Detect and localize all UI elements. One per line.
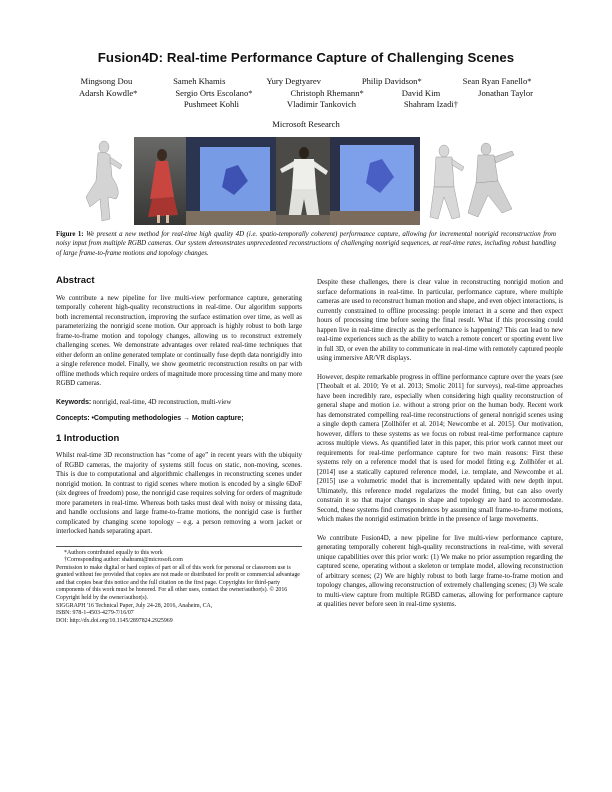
intro-heading: 1 Introduction xyxy=(56,432,120,444)
concepts-label: Concepts: xyxy=(56,415,90,422)
photo-performer-white xyxy=(276,137,330,225)
author: Mingsong Dou xyxy=(80,76,133,86)
doi: DOI: http://dx.doi.org/10.1145/2897824.2925969 xyxy=(56,617,173,624)
author: Christoph Rhemann* xyxy=(290,87,364,98)
keywords xyxy=(56,398,302,408)
paragraph: Despite these challenges, there is clear value in reconstructing nonrigid motion and surface deformations in real-time. In particular, performance capture, where multiple cameras are used to reconstruct human motion and shape, and even object interactions, is currently constrained to offline processing: people interact in a scene and then expect hours of processing time before seeing the final result. What if this processing could happen live in real-time directly as the performance is happening? This can lead to new real-time experiences such as the ability to watch a remote concert or sporting event live in full 3D, or even the ability to communicate in real-time with remotely captured people using immersive AR/VR displays. xyxy=(317,279,563,362)
author: Sergio Orts Escolano* xyxy=(175,87,253,98)
author: Sean Ryan Fanello* xyxy=(462,76,532,86)
paper-title: Fusion4D: Real-time Performance Capture of Challenging Scenes xyxy=(97,50,515,65)
concepts-text: •Computing methodologies → Motion capture; xyxy=(91,415,244,422)
left-column xyxy=(56,270,302,625)
author: Vladimir Tankovich xyxy=(286,99,357,109)
author: Pushmeet Kohli xyxy=(183,99,240,109)
author: Philip Davidson* xyxy=(361,76,422,86)
author: David Kim xyxy=(401,87,441,98)
author-row-1 xyxy=(60,76,552,88)
paragraph: However, despite remarkable progress in offline performance capture over the years (see [Theobalt et al. 2010; Ye et al. 2013; Smolic 2011] for surveys), real-time approaches have been incredibly rare, especially when considering high quality reconstruction of general shape and motion i.e. without a strong prior on the human body. Recent work has demonstrated compelling real-time reconstructions of general nonrigid scenes using a single depth camera [Zollhöfer et al. 2014; Newcombe et al. 2015]. Our motivation, however, differs to these systems as we focus on robust real-time performance capture across multiple views. As quantified later in this paper, this prior work cannot meet our requirements for real-time performance capture for two main reasons: First these systems rely on a reference model that is used for model fitting e.g. Zollhöfer et al. [2014] use a statically captured reference model, i.e. template, and Newcombe et al. [2015] use a volumetric model that is incrementally updated with new depth input. Ultimately, this reference model regularizes the model fitting, but can also overly constrain it so that major changes in shape and topology are hard to accommodate. Second, these systems find correspondences by assuming small frame-to-frame motions, which makes the nonrigid estimation brittle in the presence of large movements. xyxy=(317,373,563,523)
photo-dancer-red xyxy=(134,137,186,225)
isbn: ISBN: 978-1-4503-4279-7/16/07 xyxy=(56,610,134,617)
footnotes xyxy=(56,546,302,626)
teaser-figure xyxy=(82,137,524,225)
affiliation: Microsoft Research xyxy=(272,119,340,129)
photo-blue-screen xyxy=(186,137,276,225)
photo-blue-screen-2 xyxy=(330,137,420,225)
keywords-text: nonrigid, real-time, 4D reconstruction, multi-view xyxy=(92,398,232,406)
author: Shahram Izadi† xyxy=(403,99,459,109)
figure-caption-text: We present a new method for real-time high quality 4D (i.e. spatio-temporally coherent) performance capture, allowing for incremental nonrigid reconstruction from noisy input from multiple RGBD cameras. Our system demonstrates unprecedented reconstructions of challenging nonrigid sequences, at real-time rates, including robust handling of large frame-to-frame motions and topology changes. xyxy=(56,231,556,257)
right-column xyxy=(317,278,563,619)
figure-caption xyxy=(56,230,556,258)
mesh-performer-right-2 xyxy=(468,143,514,217)
author-row-2 xyxy=(60,88,552,100)
author: Yury Degtyarev xyxy=(266,76,321,86)
figure-label: Figure 1: xyxy=(56,231,84,238)
paragraph: We contribute Fusion4D, a new pipeline for live multi-view performance capture, generating temporally coherent high-quality reconstructions in real-time, with several unique capabilities over this prior work: (1) We make no prior assumption regarding the captured scene, operating without a skeleton or template model, allowing reconstruction of arbitrary scenes; (2) We are highly robust to both large frame-to-frame motion and topology changes, allowing reconstruction of extremely challenging scenes; (3) We scale to multi-view capture from multiple RGBD cameras, allowing for performance capture at qualities never before seen in real-time systems. xyxy=(317,534,563,608)
footnote: *Authors contributed equally to this work xyxy=(64,549,163,556)
keywords-label: Keywords: xyxy=(56,398,92,406)
abstract-heading: Abstract xyxy=(56,275,95,286)
author-row-3 xyxy=(60,99,552,111)
intro-text: Whilst real-time 3D reconstruction has “come of age” in recent years with the ubiquity of RGBD cameras, the majority of systems still focus on static, non-moving, scenes. This is due to computational and algorithmic challenges in reconstructing scenes under nonrigid motion. In contrast to rigid scenes where motion is encoded by a single 6DoF (six degrees of freedom) pose, the nonrigid case requires solving for orders of magnitude more parameters in real-time. Whereas both tasks must deal with noisy or missing data, and handle occlusions and large frame-to-frame motions, the nonrigid case is further complicated by changing scene topology – e.g. a person removing a worn jacket or interlocked hands separating apart. xyxy=(56,452,302,535)
abstract-text: We contribute a new pipeline for live multi-view performance capture, generating temporally coherent high-quality reconstructions in real-time. Our algorithm supports both incremental reconstruction, improving the surface estimation over time, as well as parameterizing the nonrigid scene motion. Our approach is highly robust to both large frame-to-frame motion and topology changes, allowing us to reconstruct extremely challenging scenes. We demonstrate advantages over related real-time techniques that either deform an online generated template or continually fuse depth data nonrigidly into a single reference model. Finally, we show geometric reconstruction results on par with offline methods which require orders of magnitude more processing time and many more RGBD cameras. xyxy=(56,294,302,387)
author: Sameh Khamis xyxy=(173,76,226,86)
concepts xyxy=(56,414,302,424)
mesh-performer-right-1 xyxy=(430,145,464,219)
author-list xyxy=(60,76,552,111)
mesh-dancer-left xyxy=(86,141,122,221)
footnote: †Corresponding author: shahrami@microsoft.com xyxy=(64,557,183,564)
author: Jonathan Taylor xyxy=(478,87,533,98)
author: Adarsh Kowdle* xyxy=(78,87,138,98)
conference-info: SIGGRAPH '16 Technical Paper, July 24-28, 2016, Anaheim, CA, xyxy=(56,602,213,609)
copyright-notice: Permission to make digital or hard copies of part or all of this work for personal or classroom use is granted without fee provided that copies are not made or distributed for profit or commercial advantage and that copies bear this notice and the full citation on the first page. Copyrights for third-party components of this work must be honored. For all other uses, contact the owner/author(s). © 2016 Copyright held by the owner/author(s). xyxy=(56,564,300,602)
